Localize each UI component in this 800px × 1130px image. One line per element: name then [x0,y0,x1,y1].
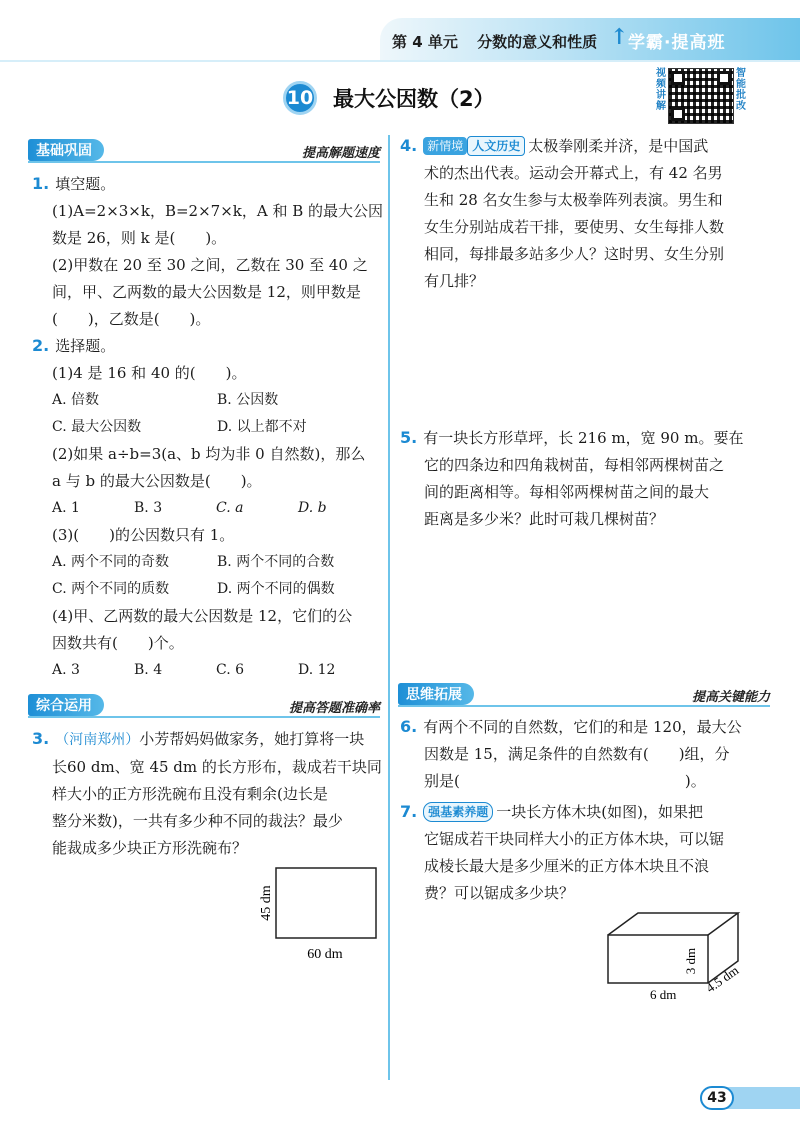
section-applied-goal: 提高答题准确率 [288,701,380,716]
qr-caption-right: 智能批改 [736,68,746,112]
q5-line2: 它的四条边和四角栽树苗，每相邻两棵树苗之 [424,456,725,474]
section-underline [398,705,770,707]
option[interactable]: C. a [216,500,244,516]
q4-line1: 太极拳刚柔并济，是中国武 [528,137,709,155]
q5-line3: 间的距离相等。每相邻两棵树苗之间的最大 [424,483,710,501]
option[interactable]: B. 3 [134,500,163,516]
tag-new-context: 新情境 [423,137,467,155]
question-number: 4. [400,136,418,155]
q2-sub1-options [32,414,384,441]
question-number: 3. [32,729,50,748]
section-thinking-goal: 提高关键能力 [691,690,770,705]
q3-line2: 长60 dm、宽 45 dm 的长方形布，裁成若干块同 [52,758,382,776]
lesson-number-badge: 10 [283,81,317,115]
section-basic [28,138,380,162]
question-number: 2. [32,336,50,355]
option[interactable]: B. 两个不同的合数 [217,554,335,570]
question-3 [32,725,384,862]
q3-line4: 整分米数)，一共有多少种不同的裁法？最少 [52,812,343,830]
q4-line6: 有几排？ [424,272,485,290]
q6-line1: 有两个不同的自然数，它们的和是 120，最大公 [423,718,742,736]
option[interactable]: B. 公因数 [217,392,279,408]
q7-line2: 它锯成若干块同样大小的正方体木块，可以锯 [424,830,725,848]
unit-label: 第 4 单元 [392,33,458,51]
header-unit-topic [392,31,611,52]
qr-code-icon[interactable] [668,68,734,124]
question-2 [32,332,384,684]
question-number: 5. [400,428,418,447]
header-divider [0,60,800,62]
q4-line2: 术的杰出代表。运动会开幕式上，有 42 名男 [424,164,723,182]
section-thinking-label: 思维拓展 [398,683,474,705]
q4-line4: 女生分别站成若干排，要使男、女生每排人数 [424,218,725,236]
qr-finder-icon [671,107,685,121]
question-number: 1. [32,174,50,193]
q3-line5: 能裁成多少块正方形洗碗布？ [52,839,248,857]
section-thinking [398,682,770,706]
option[interactable]: A. 倍数 [52,392,100,408]
option[interactable]: C. 6 [216,662,245,678]
qr-caption-left: 视频讲解 [656,68,666,112]
tag-strong-foundation: 强基素养题 [423,802,493,822]
q4-line5: 相同，每排最多站多少人？这时男、女生分别 [424,245,725,263]
q3-line3: 样大小的正方形洗碗布且没有剩余(边长是 [52,785,328,803]
brand-arrow-icon: ↑ [610,24,629,50]
qr-finder-icon [671,71,685,85]
rectangle-figure [255,860,385,965]
width-label: 4.5 dm [703,962,742,996]
q2-sub1-options [32,387,384,414]
q2-sub3-options [32,576,384,603]
q2-sub3: (3)( )的公因数只有 1。 [52,526,235,544]
question-number: 7. [400,802,418,821]
q2-sub2-options [32,495,384,522]
q2-sub2-line2: a 与 b 的最大公因数是( )。 [52,472,262,490]
width-label: 60 dm [307,947,343,962]
section-basic-label: 基础巩固 [28,139,104,161]
option[interactable]: A. 3 [52,662,80,678]
section-applied [28,693,380,717]
q2-sub4-options [32,657,384,684]
lesson-title [283,80,495,116]
source-tag: （河南郑州） [55,732,140,748]
q1-part2-line3: ( )，乙数是( )。 [52,310,211,328]
topic-label: 分数的意义和性质 [477,33,598,51]
q1-part2-line2: 间，甲、乙两数的最大公因数是 12，则甲数是 [52,283,361,301]
option[interactable]: D. 以上都不对 [217,419,307,435]
column-divider [388,135,390,1080]
q7-line4: 费？可以锯成多少块？ [424,884,575,902]
option[interactable]: D. 12 [298,662,336,678]
option[interactable]: A. 1 [52,500,80,516]
section-applied-label: 综合运用 [28,694,104,716]
option[interactable]: A. 两个不同的奇数 [52,554,170,570]
q1-part2-line1: (2)甲数在 20 至 30 之间，乙数在 30 至 40 之 [52,256,368,274]
q6-line3: 别是( )。 [424,772,706,790]
height-label: 3 dm [683,947,698,975]
tag-culture-history: 人文历史 [467,136,525,156]
question-1 [32,170,384,333]
option[interactable]: D. 两个不同的偶数 [217,581,335,597]
page-number: 43 [700,1086,734,1110]
q2-sub4-line2: 因数共有( )个。 [52,634,184,652]
section-basic-goal: 提高解题速度 [301,146,380,161]
option[interactable]: B. 4 [134,662,163,678]
q2-sub3-options [32,549,384,576]
length-label: 6 dm [650,987,677,1002]
brand-label: 学霸·提高班 [628,33,726,53]
q5-line4: 距离是多少米？此时可栽几棵树苗？ [424,510,665,528]
question-4 [400,132,772,295]
cuboid-top-face [608,913,738,935]
q2-sub2-line1: (2)如果 a÷b=3(a、b 均为非 0 自然数)，那么 [52,445,366,463]
q5-line1: 有一块长方形草坪，长 216 m，宽 90 m。要在 [423,429,744,447]
q2-sub1: (1)4 是 16 和 40 的( )。 [52,364,247,382]
lesson-title-text: 最大公因数（2） [333,87,495,111]
q3-line1: 小芳帮妈妈做家务，她打算将一块 [139,730,365,748]
question-6 [400,713,772,795]
cuboid-figure [598,905,768,1005]
section-underline [28,161,380,163]
q2-sub4-line1: (4)甲、乙两数的最大公因数是 12，它们的公 [52,607,353,625]
section-underline [28,716,380,718]
cloth-rectangle [276,868,376,938]
q7-line3: 成棱长最大是多少厘米的正方体木块且不浪 [424,857,710,875]
question-7 [400,798,772,907]
option[interactable]: C. 最大公因数 [52,419,142,435]
option[interactable]: D. b [298,500,327,516]
height-label: 45 dm [259,885,274,921]
question-number: 6. [400,717,418,736]
q4-line3: 生和 28 名女生参与太极拳阵列表演。男生和 [424,191,723,209]
question-title: 填空题。 [55,175,116,193]
question-title: 选择题。 [55,337,116,355]
q6-line2: 因数是 15，满足条件的自然数有( )组，分 [424,745,730,763]
q1-part1-line1: (1)A=2×3×k，B=2×7×k，A 和 B 的最大公因 [52,202,384,220]
q7-line1: 一块长方体木块(如图)，如果把 [496,803,703,821]
qr-finder-icon [717,71,731,85]
question-5 [400,424,772,533]
q1-part1-line2: 数是 26，则 k 是( )。 [52,229,227,247]
option[interactable]: C. 两个不同的质数 [52,581,170,597]
